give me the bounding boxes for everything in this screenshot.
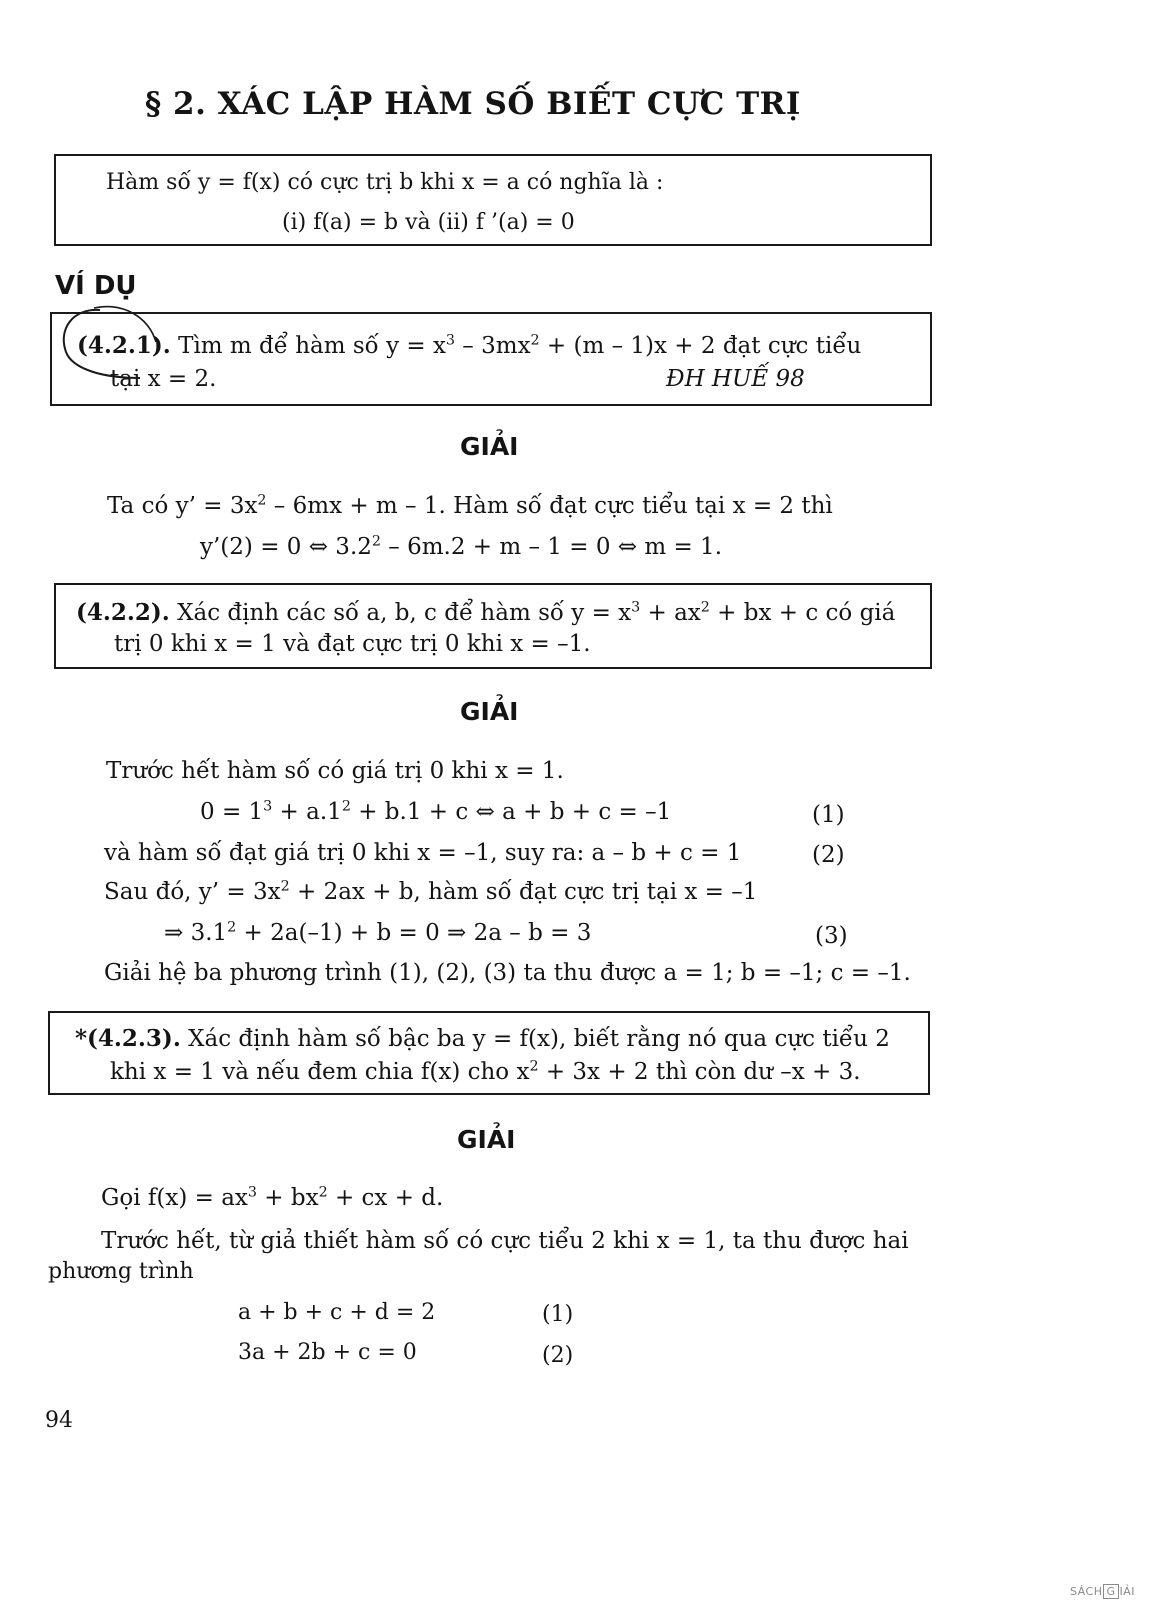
solution-3-line-1 (101, 1185, 443, 1211)
s2-l4-b: + 2ax + b, hàm số đạt cực trị tại x = –1 (289, 879, 758, 905)
definition-line-2: (i) f(a) = b và (ii) f ’(a) = 0 (282, 210, 575, 235)
s1-l1-a: Ta có y’ = 3x (107, 493, 258, 519)
equation-number-2: (2) (812, 842, 845, 868)
s2-l2-sup-1: 3 (263, 798, 273, 815)
handwritten-circle-mark (52, 302, 172, 382)
watermark-logo-box: G (1103, 1584, 1118, 1599)
s3-l1-sup-1: 3 (247, 1184, 257, 1201)
solution-3-eq-1-number: (1) (542, 1302, 574, 1327)
example-1-line-1 (77, 332, 861, 359)
solution-2-line-2 (200, 799, 671, 825)
example-3-text-2a: khi x = 1 và nếu đem chia f(x) cho x (110, 1059, 530, 1085)
example-2-text-a: Xác định các số a, b, c để hàm số y = x (169, 600, 632, 626)
solution-1-line-2 (200, 534, 722, 560)
solution-3-eq-2-number: (2) (542, 1343, 574, 1368)
example-2-line-1 (76, 599, 895, 626)
example-3-line-1 (75, 1025, 890, 1052)
watermark-left: SÁCH (1070, 1585, 1103, 1598)
example-1-text-c: + (m – 1)x + 2 đạt cực tiểu (539, 333, 862, 359)
s2-l4-a: Sau đó, y’ = 3x (104, 879, 281, 905)
solution-2-line-1: Trước hết hàm số có giá trị 0 khi x = 1. (106, 758, 564, 784)
solution-3-line-3: phương trình (48, 1259, 194, 1284)
example-3-text-2b: + 3x + 2 thì còn dư –x + 3. (538, 1059, 861, 1085)
example-1-line-2: tại x = 2. (110, 366, 217, 392)
page-number: 94 (45, 1408, 73, 1433)
example-1-sup-2: 2 (530, 332, 540, 349)
s1-l1-b: – 6mx + m – 1. Hàm số đạt cực tiểu tại x = 2 thì (266, 493, 833, 519)
example-1-box (50, 312, 932, 406)
s3-l1-c: + cx + d. (327, 1185, 444, 1211)
s1-l2-sup: 2 (371, 533, 381, 550)
definition-box (54, 154, 932, 246)
s3-l1-a: Gọi f(x) = ax (101, 1185, 248, 1211)
example-1-text-b: – 3mx (455, 333, 531, 359)
solution-3-heading: GIẢI (457, 1125, 516, 1154)
s2-l2-sup-2: 2 (341, 798, 351, 815)
example-2-text-c: + bx + c có giá (709, 600, 896, 626)
solution-3-eq-2: 3a + 2b + c = 0 (238, 1340, 417, 1365)
s3-l1-b: + bx (256, 1185, 319, 1211)
page-title: § 2. XÁC LẬP HÀM SỐ BIẾT CỰC TRỊ (145, 86, 801, 122)
solution-2-line-4 (104, 879, 757, 905)
solution-2-line-6: Giải hệ ba phương trình (1), (2), (3) ta thu được a = 1; b = –1; c = –1. (104, 960, 911, 986)
example-2-line-2: trị 0 khi x = 1 và đạt cực trị 0 khi x = –1. (114, 631, 591, 657)
definition-line-1: Hàm số y = f(x) có cực trị b khi x = a có nghĩa là : (106, 170, 664, 195)
s2-l2-c: + b.1 + c ⇔ a + b + c = –1 (350, 799, 672, 825)
solution-2-line-5 (164, 920, 591, 946)
example-2-text-b: + ax (640, 600, 701, 626)
equation-number-3: (3) (815, 923, 848, 949)
equation-number-1: (1) (812, 802, 845, 828)
example-3-sup: 2 (529, 1058, 539, 1075)
solution-1-heading: GIẢI (460, 432, 519, 461)
s2-l2-b: + a.1 (272, 799, 342, 825)
solution-3-eq-1: a + b + c + d = 2 (238, 1300, 436, 1325)
example-3-number: *(4.2.3). (75, 1025, 181, 1052)
example-2-sup-1: 3 (631, 599, 641, 616)
example-2-sup-2: 2 (700, 599, 710, 616)
s2-l5-sup: 2 (227, 919, 237, 936)
section-vi-du: VÍ DỤ (55, 271, 137, 301)
example-2-number: (4.2.2). (76, 599, 170, 626)
example-3-line-2 (110, 1059, 861, 1085)
s3-l1-sup-2: 2 (318, 1184, 328, 1201)
s2-l5-b: + 2a(–1) + b = 0 ⇒ 2a – b = 3 (236, 920, 592, 946)
example-3-text-a: Xác định hàm số bậc ba y = f(x), biết rằng nó qua cực tiểu 2 (180, 1026, 890, 1052)
s1-l1-sup: 2 (257, 492, 267, 509)
solution-3-line-2: Trước hết, từ giả thiết hàm số có cực tiểu 2 khi x = 1, ta thu được hai (101, 1228, 909, 1254)
watermark-right: IẢI (1119, 1585, 1136, 1598)
example-3-box (48, 1011, 930, 1095)
solution-2-line-3: và hàm số đạt giá trị 0 khi x = –1, suy ra: a – b + c = 1 (104, 840, 742, 866)
example-1-sup-1: 3 (445, 332, 455, 349)
solution-2-heading: GIẢI (460, 697, 519, 726)
solution-1-line-1 (107, 493, 833, 519)
s1-l2-a: y’(2) = 0 ⇔ 3.2 (200, 534, 372, 560)
s1-l2-b: – 6m.2 + m – 1 = 0 ⇔ m = 1. (380, 534, 723, 560)
s2-l2-a: 0 = 1 (200, 799, 264, 825)
example-2-box (54, 583, 932, 669)
s2-l5-a: ⇒ 3.1 (164, 920, 228, 946)
watermark (1070, 1584, 1135, 1599)
example-1-text-a: Tìm m để hàm số y = x (170, 333, 446, 359)
s2-l4-sup: 2 (280, 878, 290, 895)
example-1-source: ĐH HUẾ 98 (666, 366, 805, 392)
example-1-number: (4.2.1). (77, 332, 171, 359)
